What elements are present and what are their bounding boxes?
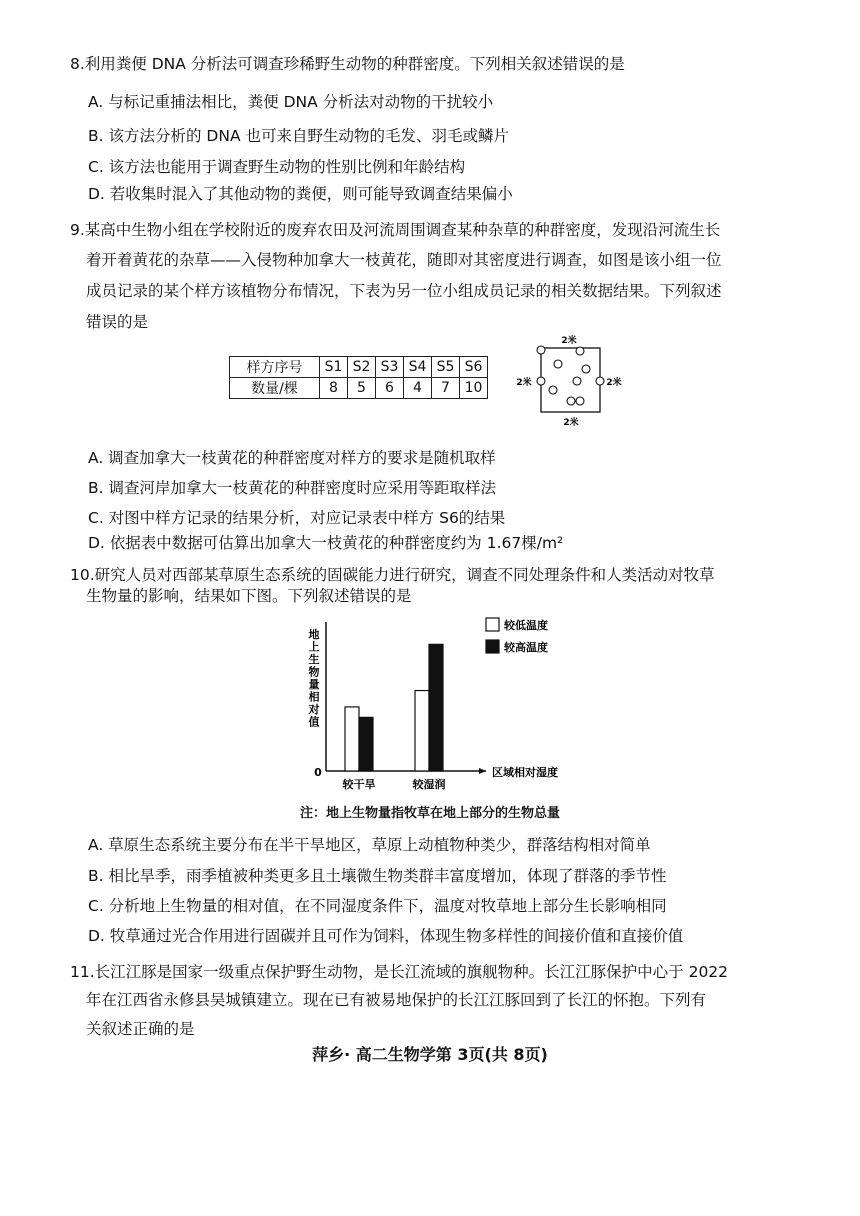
plant-marker (554, 360, 562, 368)
table-header-sample: 样方序号 (230, 357, 320, 378)
table-cell: S3 (376, 357, 404, 378)
table-cell: S6 (460, 357, 488, 378)
q9-option-c: C. 对图中样方记录的结果分析，对应记录表中样方 S6的结果 (88, 509, 506, 527)
x-tick-label: 较湿润 (412, 778, 446, 791)
plant-marker (576, 347, 584, 355)
figure-note: 注：地上生物量指牧草在地上部分的生物总量 (299, 806, 560, 821)
q8-stem: 8.利用粪便 DNA 分析法可调查珍稀野生动物的种群密度。下列相关叙述错误的是 (70, 55, 625, 73)
q11-stem-line-3: 关叙述正确的是 (86, 1020, 195, 1038)
table-cell: 7 (432, 378, 460, 399)
quadrat-label-right: 2米 (606, 378, 622, 388)
q10-stem-line-2: 生物量的影响，结果如下图。下列叙述错误的是 (86, 587, 412, 605)
q10-option-b: B. 相比旱季，雨季植被种类更多且土壤微生物类群丰富度增加，体现了群落的季节性 (88, 867, 667, 885)
plant-marker (576, 397, 584, 405)
page-footer: 萍乡· 高二生物学第 3页(共 8页) (312, 1045, 548, 1064)
plant-marker (537, 346, 545, 354)
y-tick-label: 0 (314, 766, 322, 779)
table-cell: 5 (348, 378, 376, 399)
chart-bar (345, 707, 359, 771)
quadrat-diagram (510, 330, 630, 430)
table-row (230, 378, 488, 399)
plant-marker (549, 386, 557, 394)
q11-stem-line-1: 11.长江江豚是国家一级重点保护野生动物，是长江流域的旗舰物种。长江江豚保护中心于 2022 (70, 963, 729, 981)
table-cell: 8 (320, 378, 348, 399)
legend-label: 较低温度 (504, 619, 548, 632)
q8-option-b: B. 该方法分析的 DNA 也可来自野生动物的毛发、羽毛或鳞片 (88, 127, 509, 145)
quadrat-label-left: 2米 (516, 378, 532, 388)
q9-stem-line-1: 9.某高中生物小组在学校附近的废弃农田及河流周围调查某种杂草的种群密度，发现沿河流生长 (70, 221, 721, 239)
table-cell: 6 (376, 378, 404, 399)
table-cell: 10 (460, 378, 488, 399)
plant-marker (567, 397, 575, 405)
q10-option-d: D. 牧草通过光合作用进行固碳并且可作为饲料，体现生物多样性的间接价值和直接价值 (88, 927, 684, 945)
q9-stem-line-2: 着开着黄花的杂草——入侵物种加拿大一枝黄花，随即对其密度进行调查，如图是该小组一位 (86, 251, 722, 269)
y-axis-label: 地上生物量相对值 (308, 628, 320, 729)
table-cell: S4 (404, 357, 432, 378)
sample-count-table (229, 356, 488, 399)
table-cell: S1 (320, 357, 348, 378)
q9-stem-line-4: 错误的是 (86, 313, 149, 331)
x-axis-label: 区域相对湿度 (492, 766, 558, 779)
q9-option-d: D. 依据表中数据可估算出加拿大一枝黄花的种群密度约为 1.67棵/m² (88, 534, 564, 552)
legend-label: 较高温度 (504, 641, 548, 654)
table-row (230, 357, 488, 378)
q8-option-d: D. 若收集时混入了其他动物的粪便，则可能导致调查结果偏小 (88, 185, 513, 203)
q9-option-a: A. 调查加拿大一枝黄花的种群密度对样方的要求是随机取样 (88, 449, 496, 467)
plant-marker (573, 377, 581, 385)
q8-option-c: C. 该方法也能用于调查野生动物的性别比例和年龄结构 (88, 158, 466, 176)
quadrat-label-top: 2米 (561, 336, 577, 346)
x-tick-label: 较干旱 (342, 778, 376, 791)
plant-marker (537, 377, 545, 385)
chart-bar (415, 691, 429, 771)
q10-option-c: C. 分析地上生物量的相对值，在不同湿度条件下，温度对牧草地上部分生长影响相同 (88, 897, 667, 915)
plant-marker (596, 377, 604, 385)
chart-bar (429, 644, 443, 771)
biomass-bar-chart (290, 608, 610, 798)
legend-swatch (486, 618, 499, 631)
legend-swatch (486, 640, 499, 653)
x-axis-arrow (479, 768, 486, 774)
q10-stem-line-1: 10.研究人员对西部某草原生态系统的固碳能力进行研究，调查不同处理条件和人类活动对牧草 (70, 566, 715, 584)
q9-stem-line-3: 成员记录的某个样方该植物分布情况，下表为另一位小组成员记录的相关数据结果。下列叙述 (86, 282, 722, 300)
q8-option-a: A. 与标记重捕法相比，粪便 DNA 分析法对动物的干扰较小 (88, 93, 494, 111)
q10-option-a: A. 草原生态系统主要分布在半干旱地区，草原上动植物种类少，群落结构相对简单 (88, 836, 651, 854)
table-cell: 4 (404, 378, 432, 399)
table-cell: S2 (348, 357, 376, 378)
chart-bar (359, 717, 373, 771)
q9-option-b: B. 调查河岸加拿大一枝黄花的种群密度时应采用等距取样法 (88, 479, 496, 497)
q11-stem-line-2: 年在江西省永修县吴城镇建立。现在已有被易地保护的长江江豚回到了长江的怀抱。下列有 (86, 991, 707, 1009)
table-cell: S5 (432, 357, 460, 378)
quadrat-label-bottom: 2米 (563, 418, 579, 428)
plant-marker (582, 365, 590, 373)
table-header-count: 数量/棵 (230, 378, 320, 399)
